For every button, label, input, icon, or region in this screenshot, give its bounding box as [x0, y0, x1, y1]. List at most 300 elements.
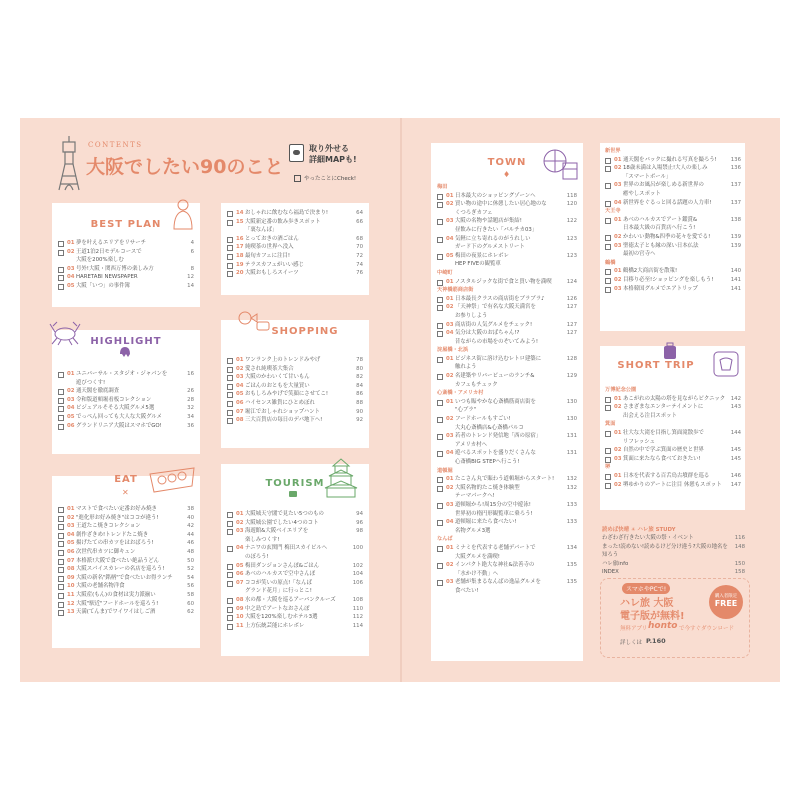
entry-page: 70 — [356, 244, 363, 251]
entry-title: とっておきの酒ごはん — [245, 235, 299, 242]
entry-title: インパクト絶大な神社&法善寺の 「水かけ不動」へ — [455, 562, 535, 577]
entry-number: 02 — [614, 276, 622, 283]
checkbox[interactable] — [437, 194, 443, 200]
checkbox[interactable] — [58, 516, 64, 522]
area-label: 新世界 — [605, 148, 621, 154]
toc-entry — [58, 608, 194, 617]
checkbox[interactable] — [227, 512, 233, 518]
promo-line3: 電子版が無料! — [620, 611, 685, 622]
entry-title: ビジネス街に溶け込むレトロ建築に 触れよう — [455, 355, 542, 371]
checkbox[interactable] — [437, 202, 443, 208]
checkbox[interactable] — [227, 271, 233, 277]
entry-title: HARETABI NEWSPAPER — [76, 274, 138, 281]
entry-title: 大阪「いつ」の事件簿 — [76, 282, 130, 289]
entry-page: 124 — [566, 278, 577, 285]
entry-page: 38 — [187, 506, 194, 512]
entry-title: たこさん丸で賑わう道頓堀からスタート! — [455, 476, 555, 483]
entry-title: フードホールもすごい! 大丸心斎橋店&心斎橋パルコ — [455, 416, 524, 431]
camera-icon — [289, 491, 297, 497]
checkbox[interactable] — [605, 201, 611, 207]
entry-title: わざわざ行きたい大阪の祭・イベント — [602, 535, 694, 541]
entry-number: 03 — [236, 528, 244, 535]
entry-page: 132 — [566, 476, 577, 483]
checkbox[interactable] — [437, 331, 443, 337]
checkbox[interactable] — [227, 607, 233, 613]
toc-entry — [437, 475, 577, 484]
study-entry — [602, 560, 745, 569]
entry-number: 08 — [236, 417, 244, 424]
checkbox[interactable] — [605, 431, 611, 437]
checkbox[interactable] — [437, 503, 443, 509]
checkbox[interactable] — [58, 584, 64, 590]
checkbox[interactable] — [605, 457, 611, 463]
checkbox[interactable] — [227, 384, 233, 390]
checkbox[interactable] — [227, 521, 233, 527]
entry-page: 135 — [566, 579, 577, 586]
entry-title: 揚げたての串カツをはおばろう! — [76, 540, 154, 547]
toc-entry — [58, 539, 194, 548]
entry-page: 112 — [352, 614, 363, 621]
entry-page: 14 — [187, 282, 194, 289]
checkbox[interactable] — [605, 244, 611, 250]
checkbox[interactable] — [605, 158, 611, 164]
entry-title: 天満(てんま)でワイワイはしご酒 — [76, 609, 156, 616]
toc-entry — [437, 578, 577, 595]
toc-entry — [437, 544, 577, 561]
entry-number: 04 — [446, 235, 454, 242]
entry-title: ワンランク上のトレンドみやげ — [245, 357, 321, 363]
entry-number: 01 — [614, 216, 622, 223]
toc-entry — [437, 295, 577, 304]
entry-title: 日本最大のショッピングゾーンへ — [455, 192, 536, 199]
entry-page: 32 — [187, 405, 194, 412]
toc-entry — [437, 484, 577, 501]
toc-entry — [58, 273, 194, 282]
checkbox[interactable] — [437, 434, 443, 440]
toc-entry — [227, 373, 363, 382]
toc-entry — [227, 562, 363, 571]
toc-entry — [227, 243, 363, 252]
col4-top-list — [605, 147, 741, 293]
checkbox[interactable] — [58, 550, 64, 556]
checkbox[interactable] — [227, 615, 233, 621]
entry-title: 世界のお風呂が楽しめる新世界の 癒やしスポット — [623, 182, 704, 197]
checkbox[interactable] — [227, 392, 233, 398]
toc-entry — [437, 415, 577, 432]
checkbox[interactable] — [227, 220, 233, 226]
toc-entry — [437, 561, 577, 578]
entry-number: 04 — [67, 531, 75, 538]
toc-entry — [437, 278, 577, 287]
promo-line2: ハレ旅 大阪 — [620, 598, 674, 609]
toc-entry — [227, 261, 363, 270]
entry-number: 12 — [67, 600, 75, 607]
toc-entry — [605, 403, 741, 420]
toc-entry — [58, 591, 194, 600]
checkbox[interactable] — [227, 237, 233, 243]
checkbox[interactable] — [227, 546, 233, 552]
checkbox[interactable] — [437, 546, 443, 552]
checkbox[interactable] — [437, 280, 443, 286]
entry-title: いつも賑やかな心斎橋筋商店街を "心ブラ" — [455, 398, 536, 414]
checkbox[interactable] — [58, 250, 64, 256]
shopping-card — [221, 320, 369, 448]
tourism-list — [227, 510, 363, 630]
checkbox[interactable] — [605, 474, 611, 480]
checkbox[interactable] — [437, 374, 443, 380]
checkbox[interactable] — [227, 598, 233, 604]
checkbox[interactable] — [437, 297, 443, 303]
entry-number: 03 — [614, 455, 622, 462]
entry-title: テラスカフェがいい感じ — [245, 261, 304, 268]
toc-entry — [437, 355, 577, 372]
checkbox[interactable] — [58, 610, 64, 616]
checkbox[interactable] — [227, 358, 233, 364]
checkbox[interactable] — [605, 269, 611, 275]
toc-entry — [227, 356, 363, 365]
checkbox[interactable] — [58, 576, 64, 582]
short-trip-card — [600, 346, 745, 510]
checkbox[interactable] — [437, 451, 443, 457]
checkbox[interactable] — [58, 593, 64, 599]
toc-entry — [58, 522, 194, 531]
entry-title: 大阪名物的たこ焼き体験型 テーマパークへ! — [455, 484, 520, 500]
entry-number: 01 — [236, 511, 244, 517]
entry-title: 夢を叶えるエリアをリサーチ — [76, 240, 146, 246]
entry-title: 大阪の老舗名物洋食 — [76, 583, 125, 590]
entry-number: 19 — [236, 261, 244, 268]
entry-number: 03 — [67, 265, 75, 272]
toc-entry — [58, 565, 194, 574]
toc-entry — [605, 233, 741, 242]
honto-logo: honto — [648, 621, 678, 631]
toc-entry — [227, 527, 363, 544]
entry-page: 96 — [356, 519, 363, 526]
checkbox[interactable] — [227, 564, 233, 570]
toc-entry — [227, 382, 363, 391]
toc-entry — [58, 422, 194, 431]
entry-title: 日本最長クラスの商店街をブラブラ♪ — [455, 295, 545, 302]
entry-number: 02 — [614, 233, 622, 240]
checkbox[interactable] — [437, 580, 443, 586]
toc-entry — [227, 252, 363, 261]
entry-page: 92 — [356, 417, 363, 424]
checkbox[interactable] — [437, 563, 443, 569]
checkbox[interactable] — [58, 507, 64, 513]
entry-page: 120 — [566, 201, 577, 208]
toc-entry — [437, 252, 577, 269]
toc-entry — [58, 265, 194, 274]
entry-number: 14 — [236, 210, 244, 216]
area-label: 道頓堀 — [437, 467, 453, 474]
checkbox[interactable] — [605, 218, 611, 224]
study-entry — [602, 534, 745, 543]
toc-entry — [227, 519, 363, 528]
entry-title: あべのハルカスで空中さんぽ — [245, 571, 316, 578]
entry-number: 02 — [446, 562, 454, 569]
toc-entry — [227, 390, 363, 399]
checkbox[interactable] — [227, 245, 233, 251]
entry-title: 創作ざきめ!トレンドたこ焼き — [76, 531, 149, 538]
entry-title: 純喫茶の世界へ没入 — [245, 244, 294, 251]
entry-title: 老舗が集まるなんばの逸品グルメを 食べたい! — [455, 579, 541, 594]
entry-number: 03 — [236, 374, 244, 381]
entry-title: ノスタルジックな街で食と買い物を満喫 — [455, 278, 552, 285]
checkbox[interactable] — [58, 284, 64, 290]
entry-number: 02 — [67, 388, 75, 395]
entry-title: 海遊館&大阪ベイエリアを 楽しみつくす! — [245, 528, 309, 543]
entry-number: 02 — [446, 201, 454, 208]
toc-entry — [437, 235, 577, 252]
entry-number: 01 — [67, 240, 75, 246]
toc-entry — [227, 218, 363, 235]
checkbox[interactable] — [227, 263, 233, 269]
entry-number: 02 — [446, 304, 454, 311]
entry-number: 02 — [67, 248, 75, 255]
entry-number: 02 — [614, 165, 622, 172]
checkbox[interactable] — [437, 254, 443, 260]
entry-page: 88 — [356, 399, 363, 406]
checkbox[interactable] — [437, 237, 443, 243]
checkbox[interactable] — [227, 624, 233, 630]
checkbox[interactable] — [58, 602, 64, 608]
entry-page: 133 — [566, 519, 577, 526]
entry-title: 聖徳太子とも縁の深い日本仏法 最初の官寺へ — [623, 242, 699, 258]
toc-entry — [58, 574, 194, 583]
checkbox[interactable] — [58, 567, 64, 573]
checkbox[interactable] — [227, 410, 233, 416]
checkbox[interactable] — [437, 477, 443, 483]
entry-page: 139 — [730, 233, 741, 240]
entry-page: 148 — [734, 543, 745, 550]
entry-page: 68 — [356, 235, 363, 242]
entry-number: 05 — [446, 252, 454, 259]
toc-entry — [605, 455, 741, 464]
town-list — [437, 183, 577, 596]
toc-entry — [437, 303, 577, 320]
toc-entry — [58, 248, 194, 265]
entry-title: 「天神祭」で有名な大阪天満宮を お参りしよう — [455, 304, 536, 319]
entry-number: 08 — [67, 566, 75, 573]
osaka-castle-icon — [321, 456, 361, 498]
entry-title: "進化形お好み焼き"はココが違う! — [76, 514, 159, 521]
entry-title: 大阪の新名"銘柄"で食べたいお得ランチ — [76, 574, 173, 581]
checkbox[interactable] — [437, 305, 443, 311]
checkbox[interactable] — [437, 323, 443, 329]
entry-page: 4 — [190, 240, 194, 246]
entry-title: あべのハルカスでアート鑑賞& 日本最大級の百貨店へ行こう! — [623, 216, 698, 232]
checkbox[interactable] — [58, 541, 64, 547]
entry-title: 商店街の人気グルメをチェック! — [455, 321, 533, 328]
entry-page: 141 — [730, 285, 741, 292]
toc-entry — [227, 365, 363, 374]
toc-entry — [58, 531, 194, 540]
entry-title: 次世代串カツに御キュン — [76, 548, 136, 555]
checkbox[interactable] — [605, 166, 611, 172]
entry-page: 106 — [352, 579, 363, 586]
short-trip-title: SHORT TRIP — [617, 360, 695, 371]
entry-title: 道頓堀から!周15分の空中遊泳! 世界初の楕円形観覧車に乗ろう! — [455, 501, 533, 517]
checkbox[interactable] — [437, 400, 443, 406]
entry-number: 06 — [236, 399, 244, 406]
entry-number: 03 — [446, 218, 454, 225]
toc-entry — [605, 199, 741, 208]
checkbox[interactable] — [605, 235, 611, 241]
checkbox[interactable] — [227, 581, 233, 587]
promo-line6: 詳しくは — [620, 640, 643, 646]
entry-page: 131 — [566, 433, 577, 440]
entry-number: 10 — [236, 614, 244, 621]
entry-title: まった!読めない!読めるけど分け違う?大阪の地名を知ろう — [602, 543, 728, 559]
entry-title: 愛され純喫茶大集合 — [245, 365, 294, 372]
entry-number: 02 — [614, 404, 622, 411]
checkbox[interactable] — [437, 486, 443, 492]
entry-title: 中之島でアートなおさんぽ — [245, 605, 310, 612]
entry-title: ナニワの玄関門 梅田スカイビルへ のぼろう! — [245, 545, 328, 560]
toc-entry — [437, 321, 577, 330]
entry-page: 76 — [356, 270, 363, 277]
entry-number: 11 — [236, 622, 244, 629]
toc-entry — [227, 416, 363, 425]
checkbox[interactable] — [227, 211, 233, 217]
entry-page: 66 — [356, 218, 363, 225]
entry-page: 108 — [352, 596, 363, 603]
checkbox[interactable] — [58, 372, 64, 378]
toc-entry — [605, 446, 741, 455]
entry-title: 箕面に来たなら食べておきたい! — [623, 455, 701, 462]
entry-title: ビジュアルそそる大阪グルメ5選 — [76, 405, 155, 412]
entry-number: 07 — [236, 408, 244, 415]
checkbox[interactable] — [58, 424, 64, 430]
toc-entry — [58, 582, 194, 591]
entry-page: 42 — [187, 523, 194, 530]
entry-title: グランドリニア大阪はスマホでGO! — [76, 422, 162, 429]
checkbox[interactable] — [58, 406, 64, 412]
checkbox[interactable] — [437, 417, 443, 423]
entry-number: 01 — [446, 355, 454, 362]
toc-entry — [605, 164, 741, 181]
checkbox[interactable] — [605, 183, 611, 189]
checkbox[interactable] — [58, 389, 64, 395]
checkbox[interactable] — [605, 483, 611, 489]
checkbox[interactable] — [58, 241, 64, 247]
entry-title: 自然の中で学ぶ箕面の歴史と世界 — [623, 447, 704, 454]
entry-number: 07 — [236, 579, 244, 586]
checkbox[interactable] — [605, 405, 611, 411]
entry-title: 上方伝統芸能にホレボレ — [245, 622, 305, 629]
checkbox[interactable] — [227, 572, 233, 578]
promo-line1: スマホやPCで! — [622, 583, 670, 594]
entry-page: 102 — [352, 562, 363, 569]
entry-page: 137 — [730, 182, 741, 189]
checkbox[interactable] — [227, 367, 233, 373]
highlight-list — [58, 370, 194, 430]
checkbox[interactable] — [58, 524, 64, 530]
entry-number: 01 — [67, 506, 75, 512]
eat-card — [52, 476, 200, 648]
entry-page: 6 — [190, 248, 194, 255]
checkbox[interactable] — [227, 401, 233, 407]
toc-entry — [227, 510, 363, 519]
entry-number: 01 — [446, 544, 454, 551]
checkbox[interactable] — [58, 275, 64, 281]
toc-entry — [605, 267, 741, 276]
checkbox[interactable] — [605, 448, 611, 454]
entry-page: 78 — [356, 357, 363, 363]
entry-number: 15 — [236, 218, 244, 225]
checkbox[interactable] — [58, 559, 64, 565]
entry-page: 12 — [187, 274, 194, 281]
checkbox[interactable] — [227, 418, 233, 424]
entry-title: 通天閣をバックに撮れる写真を撮ろう! — [623, 156, 717, 163]
eat-title: EAT — [114, 474, 138, 485]
checkbox[interactable] — [58, 267, 64, 273]
area-label: 天神橋筋商店街 — [437, 287, 474, 294]
short-trip-list — [605, 386, 741, 489]
checkbox[interactable] — [58, 398, 64, 404]
toc-entry — [437, 501, 577, 518]
page-title: 大阪でしたい90のこと — [86, 156, 284, 178]
tourism-title: TOURISM — [265, 478, 325, 489]
entry-number: 17 — [236, 244, 244, 251]
checkbox[interactable] — [227, 529, 233, 535]
toc-entry — [227, 544, 363, 561]
entry-page: 8 — [190, 265, 194, 272]
checkbox[interactable] — [437, 520, 443, 526]
study-heading: 読めば快晴 ☀ ハレ旅 STUDY — [602, 527, 676, 533]
area-label: 天王寺 — [605, 208, 621, 215]
entry-page: 40 — [187, 514, 194, 521]
checkbox[interactable] — [605, 278, 611, 284]
checkbox[interactable] — [227, 375, 233, 381]
toc-entry — [605, 472, 741, 481]
checkbox[interactable] — [58, 533, 64, 539]
checkbox[interactable] — [437, 357, 443, 363]
area-label: 万博記念公園 — [605, 387, 637, 393]
entry-title: 鶴橋2大商店街を散策! — [623, 268, 678, 275]
entry-number: 04 — [446, 450, 454, 457]
entry-number: 08 — [236, 596, 244, 603]
toc-entry — [58, 239, 194, 248]
entry-number: 05 — [236, 391, 244, 398]
entry-page: 133 — [566, 501, 577, 508]
toc-entry — [58, 404, 194, 413]
study-entry — [602, 568, 745, 577]
checkbox[interactable] — [605, 397, 611, 403]
walking-person-icon: ♦ — [503, 170, 511, 179]
best-plan-title: BEST PLAN — [90, 219, 162, 230]
entry-title: 遊べるスポットを盛りだくさんな 心斎橋BIG STEPへ行こう! — [455, 450, 536, 465]
checkbox[interactable] — [227, 254, 233, 260]
toc-entry — [437, 192, 577, 201]
toc-entry — [58, 600, 194, 609]
entry-page: 141 — [730, 276, 741, 283]
entry-page: 16 — [187, 371, 194, 377]
entry-number: 06 — [236, 571, 244, 578]
shopping-list — [227, 356, 363, 425]
checkbox[interactable] — [605, 287, 611, 293]
check-note-icon — [294, 175, 301, 182]
town-card — [431, 143, 583, 661]
checkbox[interactable] — [437, 219, 443, 225]
checkbox[interactable] — [58, 415, 64, 421]
entry-number: 03 — [446, 433, 454, 440]
entry-page: 36 — [187, 422, 194, 429]
entry-page: 116 — [734, 535, 745, 541]
entry-title: 王道たこ焼きコレクション — [76, 523, 141, 530]
toc-entry — [605, 395, 741, 404]
tourism-card — [221, 464, 369, 656]
